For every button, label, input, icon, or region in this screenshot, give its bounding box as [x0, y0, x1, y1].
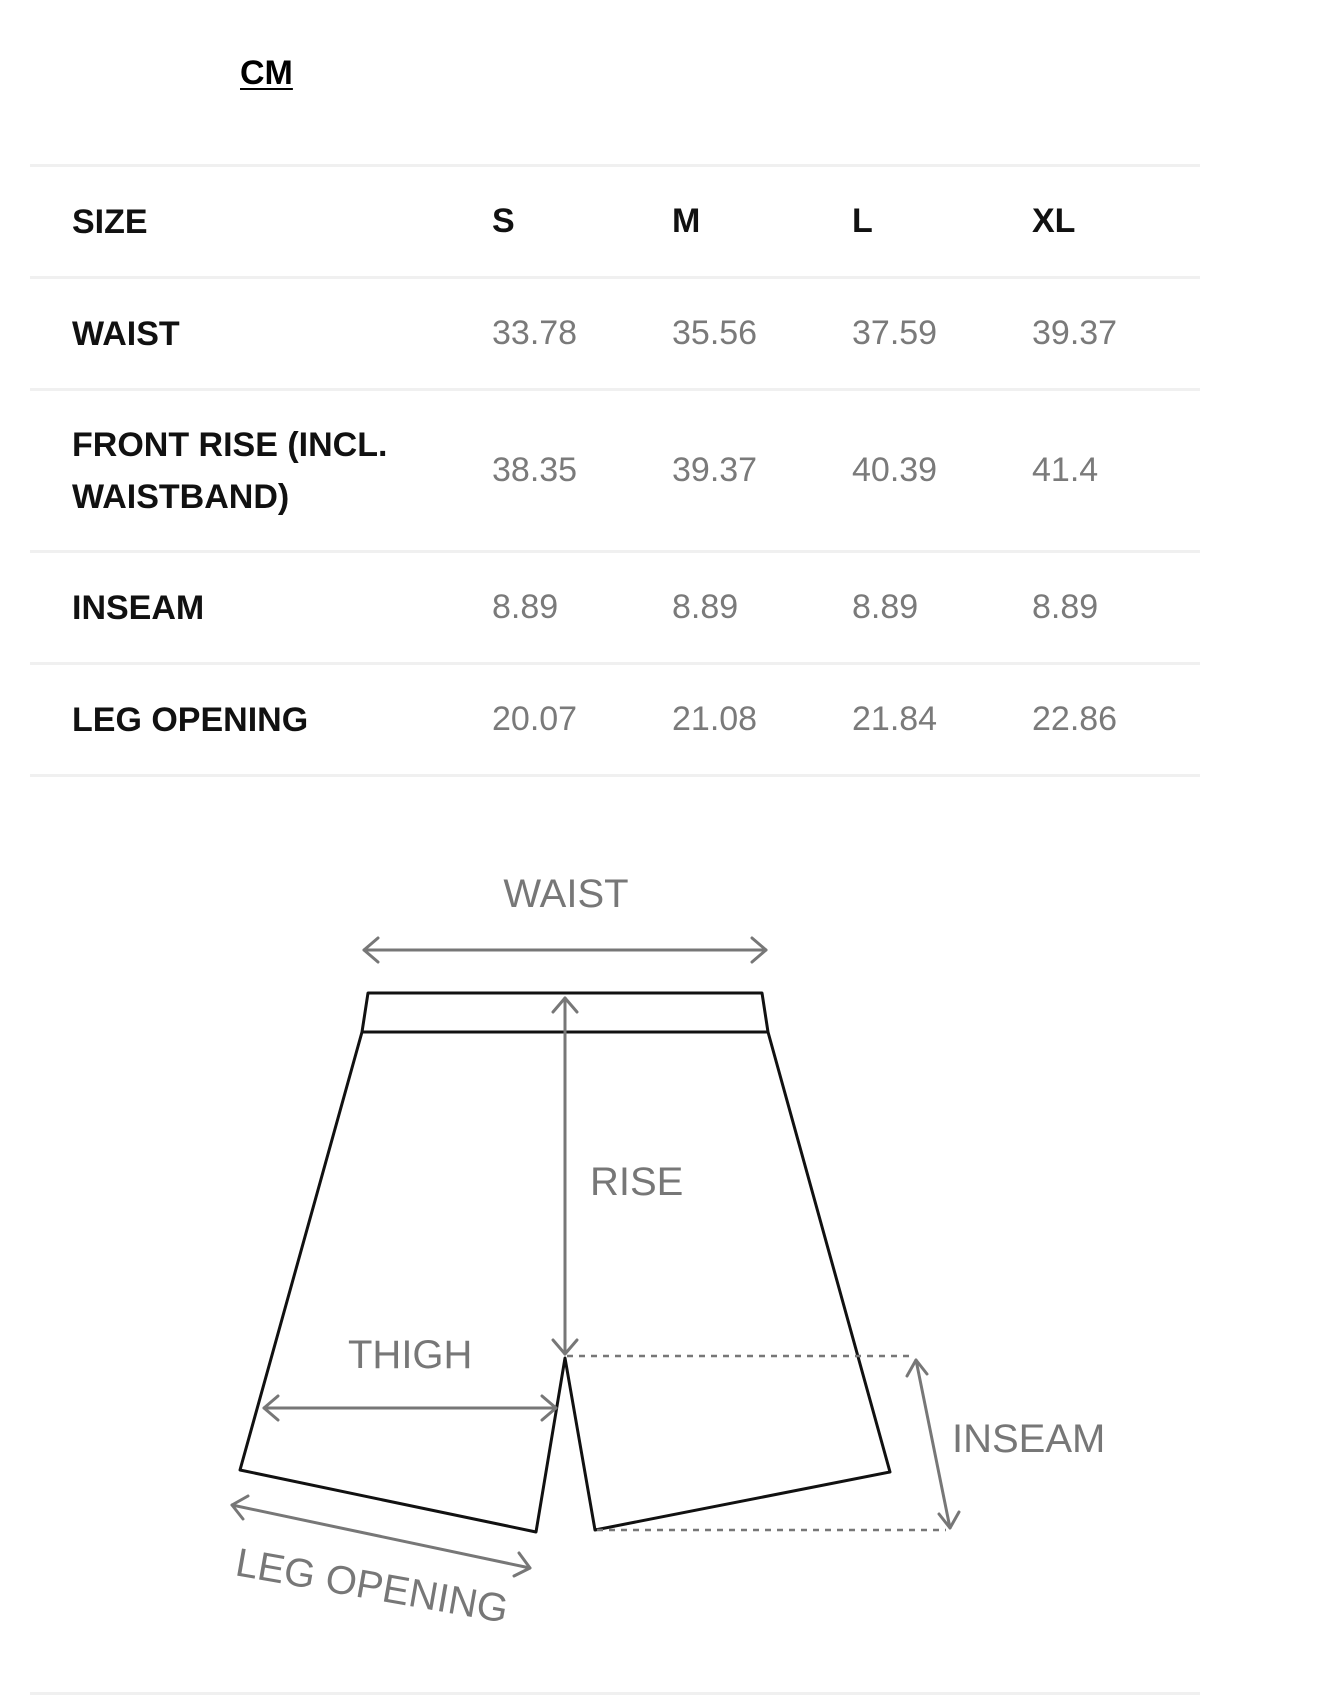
waist-label: WAIST [503, 872, 629, 916]
table-cell: 21.08 [672, 664, 852, 776]
table-cell: 37.59 [852, 278, 1032, 390]
table-cell: 41.4 [1032, 390, 1200, 552]
header-size-s: S [492, 166, 672, 278]
row-label: WAIST [30, 278, 492, 390]
thigh-label: THIGH [348, 1333, 473, 1377]
table-cell: 38.35 [492, 390, 672, 552]
table-cell: 8.89 [492, 552, 672, 664]
unit-tab-cm[interactable]: CM [240, 54, 293, 92]
table-cell: 21.84 [852, 664, 1032, 776]
rise-arrow [553, 998, 577, 1354]
waist-arrow [364, 938, 766, 962]
table-cell: 39.37 [1032, 278, 1200, 390]
inseam-label: INSEAM [952, 1417, 1106, 1461]
inseam-guides [567, 1356, 946, 1530]
row-label: INSEAM [30, 552, 492, 664]
table-cell: 40.39 [852, 390, 1032, 552]
bottom-divider [30, 1692, 1200, 1695]
table-cell: 8.89 [852, 552, 1032, 664]
table-cell: 33.78 [492, 278, 672, 390]
thigh-arrow [264, 1396, 556, 1420]
table-cell: 22.86 [1032, 664, 1200, 776]
table-cell: 8.89 [1032, 552, 1200, 664]
table-cell: 8.89 [672, 552, 852, 664]
header-size-xl: XL [1032, 166, 1200, 278]
row-label: LEG OPENING [30, 664, 492, 776]
header-size-m: M [672, 166, 852, 278]
leg-opening-label: LEG OPENING [232, 1540, 512, 1632]
header-size-l: L [852, 166, 1032, 278]
table-cell: 20.07 [492, 664, 672, 776]
table-cell: 35.56 [672, 278, 852, 390]
table-cell: 39.37 [672, 390, 852, 552]
row-label: FRONT RISE (INCL. WAISTBAND) [30, 390, 492, 552]
rise-label: RISE [590, 1160, 684, 1204]
header-size-label: SIZE [30, 166, 492, 278]
